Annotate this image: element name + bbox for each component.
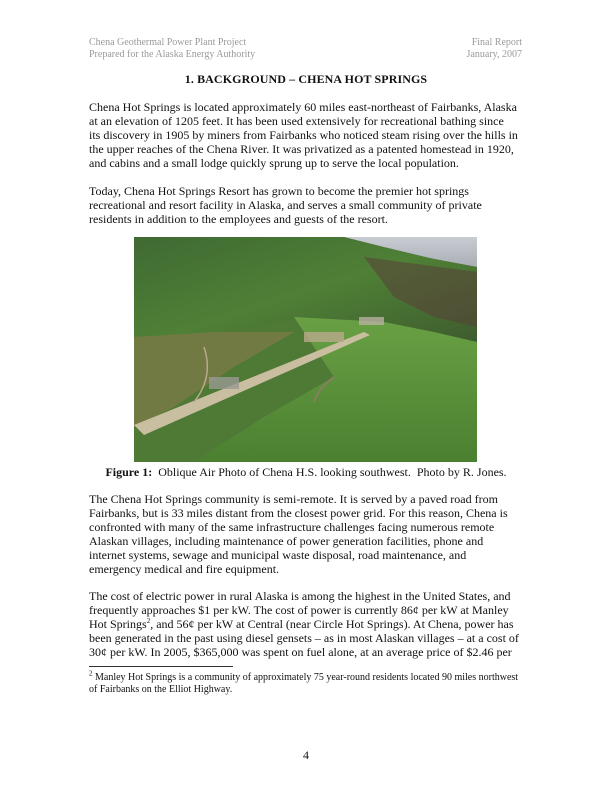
text-line: its discovery in 1905 by miners from Fairbanks who noticed steam rising over the hills in <box>89 128 518 142</box>
text-segment: , and 56¢ per kW at Central (near Circle Hot Springs). At Chena, power has <box>150 617 514 631</box>
footnote-line <box>89 669 529 684</box>
page-header-left <box>89 37 255 61</box>
text-line: Alaskan villages, including maintenance of power generation facilities, phone and <box>89 534 484 548</box>
text-line: emergency medical and fire equipment. <box>89 562 280 576</box>
figure-caption-text: Oblique Air Photo of Chena H.S. looking southwest. Photo by R. Jones. <box>152 465 507 479</box>
footnote-reference[interactable]: 2 <box>146 617 151 625</box>
figure-1-caption <box>0 465 612 480</box>
text-line: internet systems, sewage and municipal waste disposal, road maintenance, and <box>89 548 467 562</box>
header-project-name: Chena Geothermal Power Plant Project <box>89 37 247 48</box>
text-line: Fairbanks, but is 33 miles distant from the closest power grid. For this reason, Chena is <box>89 506 508 520</box>
text-line: Chena Hot Springs is located approximately 60 miles east-northeast of Fairbanks, Alaska <box>89 100 517 114</box>
text-line: recreational and resort facility in Alaska, and serves a small community of private <box>89 198 482 212</box>
text-line <box>89 617 529 631</box>
figure-1-aerial-photo <box>134 237 477 462</box>
text-line: at an elevation of 1205 feet. It has been used extensively for recreational bathing since <box>89 114 504 128</box>
header-prepared-for: Prepared for the Alaska Energy Authority <box>89 49 256 60</box>
page-number: 4 <box>303 748 309 762</box>
paragraph-power-cost <box>89 589 529 659</box>
footnote-line: of Fairbanks on the Elliot Highway. <box>89 684 233 695</box>
figure-label: Figure 1: <box>105 465 153 479</box>
paragraph-today <box>89 184 529 226</box>
header-date: January, 2007 <box>466 49 522 60</box>
text-line: frequently approaches $1 per kW. The cost of power is currently 86¢ per kW at Manley <box>89 603 509 617</box>
page-header-right <box>467 37 522 61</box>
footnote <box>89 669 529 696</box>
footnote-divider <box>89 666 233 667</box>
section-title: 1. BACKGROUND – CHENA HOT SPRINGS <box>184 72 428 86</box>
text-line: The cost of electric power in rural Alaska is among the highest in the United States, and <box>89 589 511 603</box>
text-line: the upper reaches of the Chena River. It was privatized as a patented homestead in 1920, <box>89 142 514 156</box>
paragraph-remote-community <box>89 492 529 576</box>
text-line: been generated in the past using diesel gensets – as in most Alaskan villages – at a cost of <box>89 631 519 645</box>
text-line: residents in addition to the employees and guests of the resort. <box>89 212 388 226</box>
text-line: Today, Chena Hot Springs Resort has grown to become the premier hot springs <box>89 184 469 198</box>
footnote-text: Manley Hot Springs is a community of approximately 75 year-round residents located 90 miles northwest <box>92 672 519 683</box>
footnote-marker: 2 <box>89 669 93 678</box>
text-line: The Chena Hot Springs community is semi-remote. It is served by a paved road from <box>89 492 498 506</box>
text-line: confronted with many of the same infrastructure challenges facing numerous remote <box>89 520 495 534</box>
text-segment: Hot Springs <box>89 617 147 631</box>
paragraph-history <box>89 100 529 170</box>
header-report-type: Final Report <box>471 37 522 48</box>
text-line: 30¢ per kW. In 2005, $365,000 was spent on fuel alone, at an average price of $2.46 per <box>89 645 512 659</box>
text-line: and cabins and a small lodge quickly sprung up to serve the local population. <box>89 156 459 170</box>
